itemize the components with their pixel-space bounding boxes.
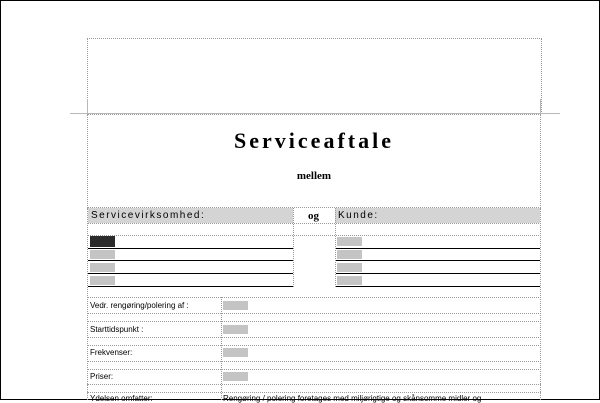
left-border [87,208,88,400]
frequency-field[interactable] [223,348,248,357]
row-divider [87,235,541,236]
row-divider [87,369,541,370]
start-time-label: Starttidspunkt : [90,325,144,334]
customer-name-field[interactable] [337,237,362,246]
customer-line [336,273,540,274]
row-divider [87,345,541,346]
provider-line [88,286,293,287]
cleaning-subject-label: Vedr. rengøring/polering af : [90,301,189,310]
customer-line [336,248,540,249]
customer-address-field[interactable] [337,250,362,259]
provider-line [88,248,293,249]
provider-city-field[interactable] [90,263,115,272]
provider-name-field[interactable] [90,236,115,247]
row-divider [87,384,541,385]
column-divider [293,208,294,287]
margin-corner-left [87,99,88,113]
row-divider [87,337,541,338]
customer-line [336,260,540,261]
margin-corner-right [540,99,541,113]
page-header-area [87,38,542,114]
row-divider [87,392,541,393]
provider-phone-field[interactable] [90,276,115,285]
provider-address-field[interactable] [90,250,115,259]
provider-header-label: Servicevirksomhed: [91,210,206,221]
cleaning-subject-field[interactable] [223,301,248,310]
start-time-field[interactable] [223,325,248,334]
right-border [540,208,541,400]
prices-label: Priser: [90,372,114,381]
and-label: og [308,210,319,222]
row-divider [87,361,541,362]
customer-header-label: Kunde: [338,210,379,221]
row-divider [87,297,541,298]
row-divider [87,321,541,322]
service-scope-text[interactable]: Rengøring / polering foretages med miljørigtige og skånsomme midler og [223,394,482,403]
provider-line [88,273,293,274]
row-divider [87,223,541,224]
customer-phone-field[interactable] [337,276,362,285]
prices-field[interactable] [223,372,248,381]
document-page [87,114,541,403]
document-subtitle: mellem [296,170,332,182]
frequency-label: Frekvenser: [90,348,133,357]
row-divider [87,313,541,314]
service-scope-label: Ydelsen omfatter: [90,394,153,403]
provider-line [88,260,293,261]
customer-city-field[interactable] [337,263,362,272]
customer-line [336,286,540,287]
document-title: Serviceaftale [234,128,394,153]
